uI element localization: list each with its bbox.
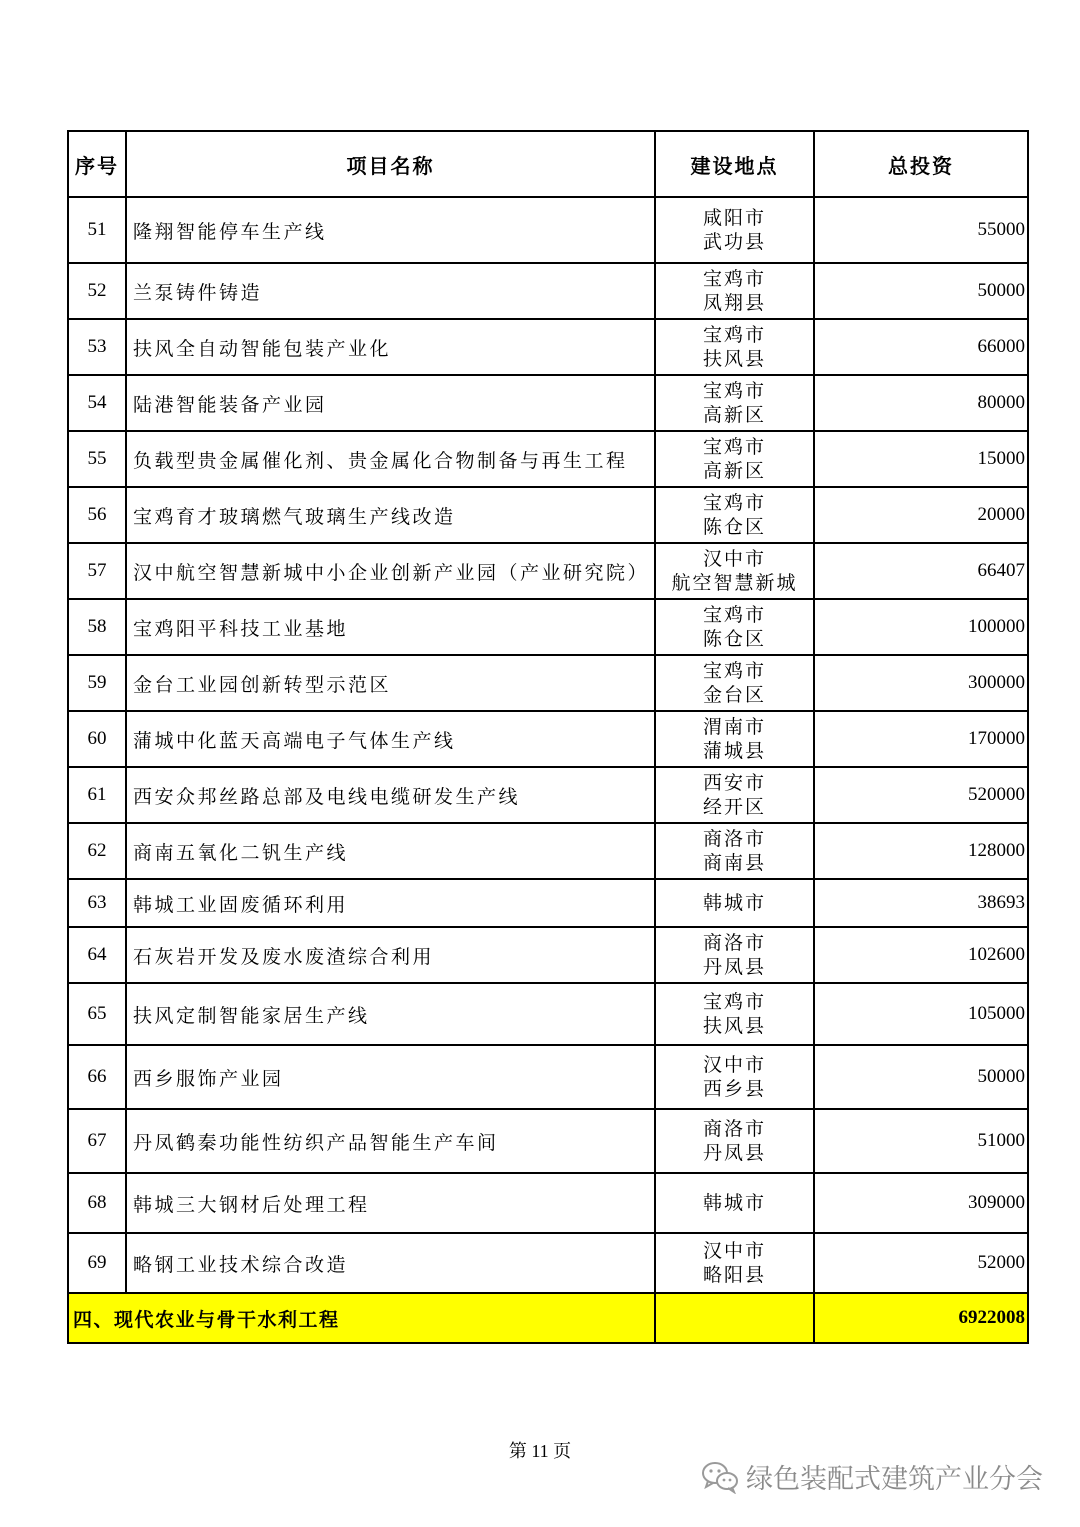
row-investment: 50000	[814, 263, 1028, 319]
row-location	[655, 927, 814, 983]
row-location	[655, 823, 814, 879]
row-seq: 54	[68, 375, 126, 431]
location-city: 宝鸡市	[702, 660, 766, 682]
table-row	[68, 599, 1028, 655]
location-district: 西乡县	[702, 1078, 766, 1100]
row-project-name: 兰泵铸件铸造	[126, 263, 655, 319]
row-project-name: 丹凤鹤秦功能性纺织产品智能生产车间	[126, 1109, 655, 1173]
location-city: 宝鸡市	[702, 604, 766, 626]
row-investment: 170000	[814, 711, 1028, 767]
row-location	[655, 599, 814, 655]
row-investment: 128000	[814, 823, 1028, 879]
table-body	[68, 197, 1028, 1343]
table-row	[68, 543, 1028, 599]
row-investment: 100000	[814, 599, 1028, 655]
row-location	[655, 487, 814, 543]
wechat-icon	[700, 1460, 740, 1494]
row-seq: 56	[68, 487, 126, 543]
row-location	[655, 983, 814, 1045]
location-district: 航空智慧新城	[671, 572, 798, 594]
row-seq: 55	[68, 431, 126, 487]
row-seq: 62	[68, 823, 126, 879]
row-seq: 59	[68, 655, 126, 711]
watermark	[700, 1457, 1043, 1496]
row-location	[655, 879, 814, 927]
location-city: 商洛市	[702, 828, 766, 850]
row-seq: 64	[68, 927, 126, 983]
table-row	[68, 823, 1028, 879]
row-seq: 58	[68, 599, 126, 655]
row-investment: 52000	[814, 1233, 1028, 1293]
table-row	[68, 197, 1028, 263]
location-city: 汉中市	[702, 548, 766, 570]
location-city: 渭南市	[702, 716, 766, 738]
row-seq: 52	[68, 263, 126, 319]
row-location	[655, 197, 814, 263]
row-project-name: 负载型贵金属催化剂、贵金属化合物制备与再生工程	[126, 431, 655, 487]
row-project-name: 韩城工业固废循环利用	[126, 879, 655, 927]
location-city: 宝鸡市	[702, 324, 766, 346]
row-investment: 50000	[814, 1045, 1028, 1109]
row-project-name: 宝鸡育才玻璃燃气玻璃生产线改造	[126, 487, 655, 543]
row-seq: 63	[68, 879, 126, 927]
header-name: 项目名称	[126, 131, 655, 197]
location-city: 韩城市	[702, 1192, 766, 1214]
row-seq: 67	[68, 1109, 126, 1173]
row-investment: 102600	[814, 927, 1028, 983]
location-district: 经开区	[702, 796, 766, 818]
table-row	[68, 1045, 1028, 1109]
location-city: 西安市	[702, 772, 766, 794]
table-row	[68, 1233, 1028, 1293]
header-row	[68, 131, 1028, 197]
row-location	[655, 711, 814, 767]
summary-row	[68, 1293, 1028, 1343]
row-location	[655, 375, 814, 431]
row-investment: 51000	[814, 1109, 1028, 1173]
header-location: 建设地点	[655, 131, 814, 197]
row-project-name: 西乡服饰产业园	[126, 1045, 655, 1109]
table-row	[68, 655, 1028, 711]
location-city: 宝鸡市	[702, 436, 766, 458]
row-location	[655, 1173, 814, 1233]
location-city: 宝鸡市	[702, 991, 766, 1013]
location-district: 丹凤县	[702, 1142, 766, 1164]
header-investment: 总投资	[814, 131, 1028, 197]
row-investment: 309000	[814, 1173, 1028, 1233]
row-investment: 55000	[814, 197, 1028, 263]
summary-label: 四、现代农业与骨干水利工程	[68, 1293, 655, 1343]
row-project-name: 蒲城中化蓝天高端电子气体生产线	[126, 711, 655, 767]
row-project-name: 金台工业园创新转型示范区	[126, 655, 655, 711]
table-row	[68, 927, 1028, 983]
row-seq: 66	[68, 1045, 126, 1109]
table-row	[68, 431, 1028, 487]
table-row	[68, 767, 1028, 823]
location-district: 金台区	[702, 684, 766, 706]
location-city: 汉中市	[702, 1240, 766, 1262]
row-investment: 15000	[814, 431, 1028, 487]
table-row	[68, 1109, 1028, 1173]
row-seq: 68	[68, 1173, 126, 1233]
table-row	[68, 711, 1028, 767]
location-district: 扶风县	[702, 348, 766, 370]
row-location	[655, 431, 814, 487]
row-location	[655, 543, 814, 599]
row-project-name: 扶风全自动智能包装产业化	[126, 319, 655, 375]
row-project-name: 石灰岩开发及废水废渣综合利用	[126, 927, 655, 983]
row-location	[655, 263, 814, 319]
table-row	[68, 319, 1028, 375]
table-row	[68, 263, 1028, 319]
row-investment: 105000	[814, 983, 1028, 1045]
row-project-name: 扶风定制智能家居生产线	[126, 983, 655, 1045]
summary-investment: 6922008	[814, 1293, 1028, 1343]
location-city: 汉中市	[702, 1054, 766, 1076]
table-row	[68, 487, 1028, 543]
investment-table	[67, 130, 1029, 1344]
location-district: 高新区	[702, 460, 766, 482]
row-location	[655, 767, 814, 823]
location-city: 韩城市	[702, 892, 766, 914]
location-city: 商洛市	[702, 1118, 766, 1140]
location-district: 商南县	[702, 852, 766, 874]
location-district: 陈仓区	[702, 628, 766, 650]
table-row	[68, 983, 1028, 1045]
summary-location-empty	[655, 1293, 814, 1343]
location-district: 丹凤县	[702, 956, 766, 978]
location-district: 陈仓区	[702, 516, 766, 538]
row-seq: 53	[68, 319, 126, 375]
row-project-name: 宝鸡阳平科技工业基地	[126, 599, 655, 655]
location-city: 咸阳市	[702, 207, 766, 229]
location-city: 宝鸡市	[702, 380, 766, 402]
row-project-name: 陆港智能装备产业园	[126, 375, 655, 431]
row-investment: 20000	[814, 487, 1028, 543]
row-project-name: 隆翔智能停车生产线	[126, 197, 655, 263]
location-district: 高新区	[702, 404, 766, 426]
row-location	[655, 1233, 814, 1293]
row-investment: 66407	[814, 543, 1028, 599]
row-location	[655, 1045, 814, 1109]
row-seq: 57	[68, 543, 126, 599]
row-project-name: 商南五氧化二钒生产线	[126, 823, 655, 879]
row-seq: 51	[68, 197, 126, 263]
row-project-name: 西安众邦丝路总部及电线电缆研发生产线	[126, 767, 655, 823]
row-seq: 60	[68, 711, 126, 767]
row-seq: 61	[68, 767, 126, 823]
location-city: 宝鸡市	[702, 268, 766, 290]
location-city: 宝鸡市	[702, 492, 766, 514]
location-district: 扶风县	[702, 1015, 766, 1037]
row-location	[655, 655, 814, 711]
location-district: 武功县	[702, 231, 766, 253]
row-location	[655, 319, 814, 375]
location-district: 凤翔县	[702, 292, 766, 314]
page-number: 第 11 页	[508, 1441, 572, 1461]
row-investment: 300000	[814, 655, 1028, 711]
row-investment: 38693	[814, 879, 1028, 927]
location-district: 蒲城县	[702, 740, 766, 762]
row-investment: 66000	[814, 319, 1028, 375]
header-seq: 序号	[68, 131, 126, 197]
row-location	[655, 1109, 814, 1173]
row-investment: 80000	[814, 375, 1028, 431]
row-seq: 69	[68, 1233, 126, 1293]
row-project-name: 略钢工业技术综合改造	[126, 1233, 655, 1293]
table-row	[68, 375, 1028, 431]
location-district: 略阳县	[702, 1264, 766, 1286]
table-row	[68, 879, 1028, 927]
row-seq: 65	[68, 983, 126, 1045]
watermark-text: 绿色装配式建筑产业分会	[746, 1464, 1043, 1495]
row-project-name: 汉中航空智慧新城中小企业创新产业园（产业研究院）	[126, 543, 655, 599]
row-investment: 520000	[814, 767, 1028, 823]
table-row	[68, 1173, 1028, 1233]
location-city: 商洛市	[702, 932, 766, 954]
row-project-name: 韩城三大钢材后处理工程	[126, 1173, 655, 1233]
